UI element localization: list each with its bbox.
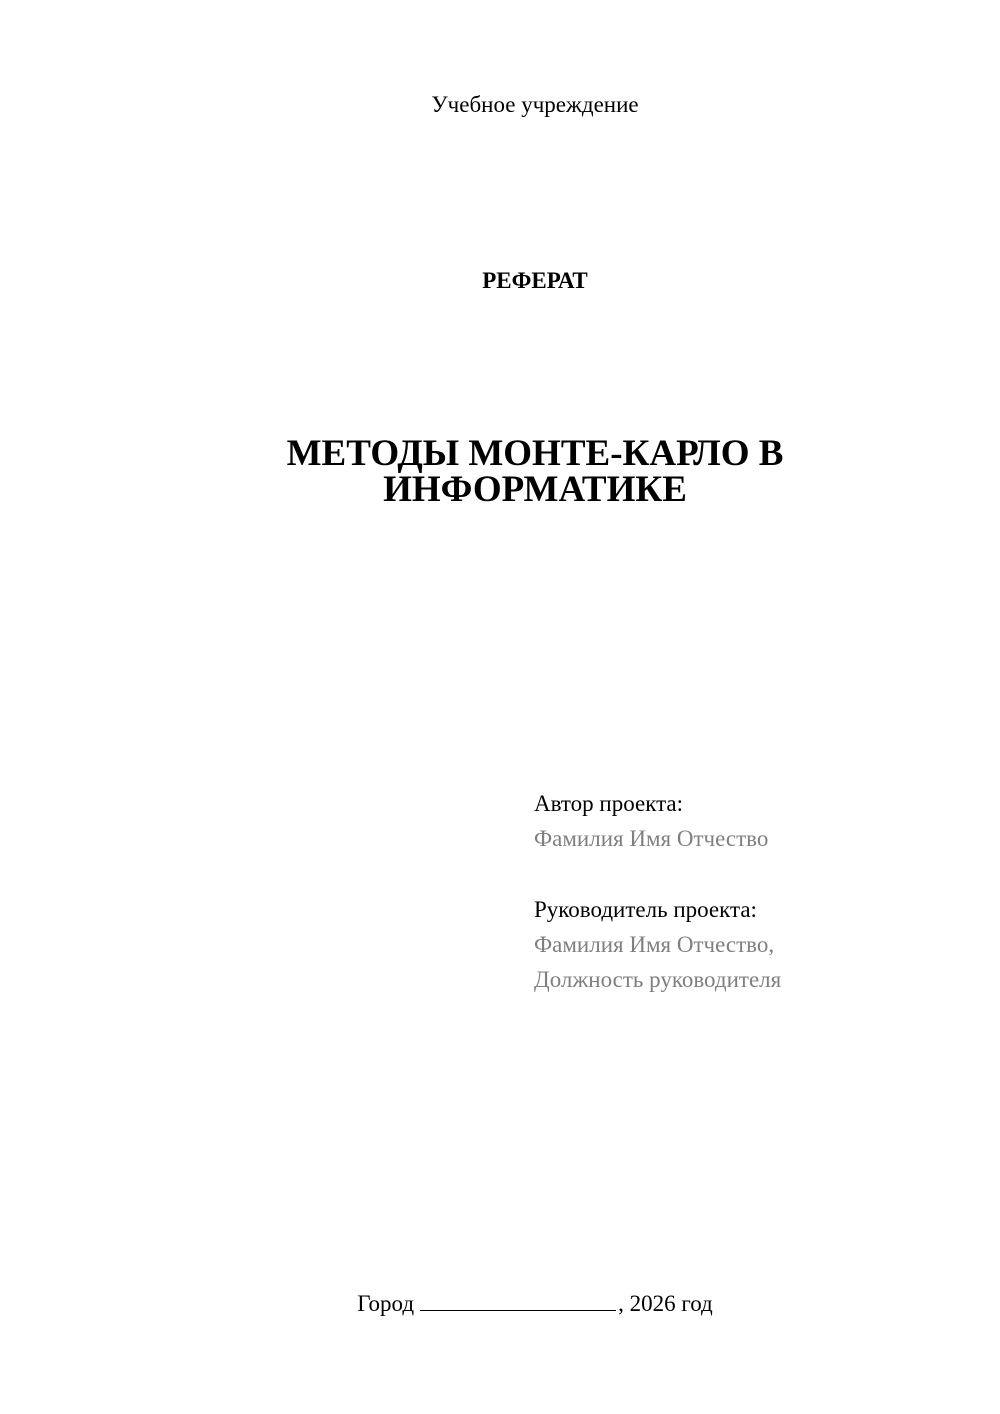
supervisor-position: Должность руководителя [534,967,782,992]
supervisor-name: Фамилия Имя Отчество, [534,932,775,957]
city-label: Город [357,1291,415,1316]
city-blank-line [420,1291,616,1311]
document-title-line-1: МЕТОДЫ МОНТЕ-КАРЛО В [286,433,784,474]
supervisor-block [534,892,974,997]
year-text: , 2026 год [618,1291,713,1316]
document-type: РЕФЕРАТ [482,268,588,293]
supervisor-label: Руководитель проекта: [534,897,757,922]
institution-name: Учебное учреждение [431,92,639,117]
author-block [534,786,974,856]
document-title-line-2: ИНФОРМАТИКЕ [383,469,687,510]
document-title [0,433,1000,510]
footer-city-year [0,1289,1000,1319]
author-label: Автор проекта: [534,791,683,816]
author-name: Фамилия Имя Отчество [534,826,769,851]
